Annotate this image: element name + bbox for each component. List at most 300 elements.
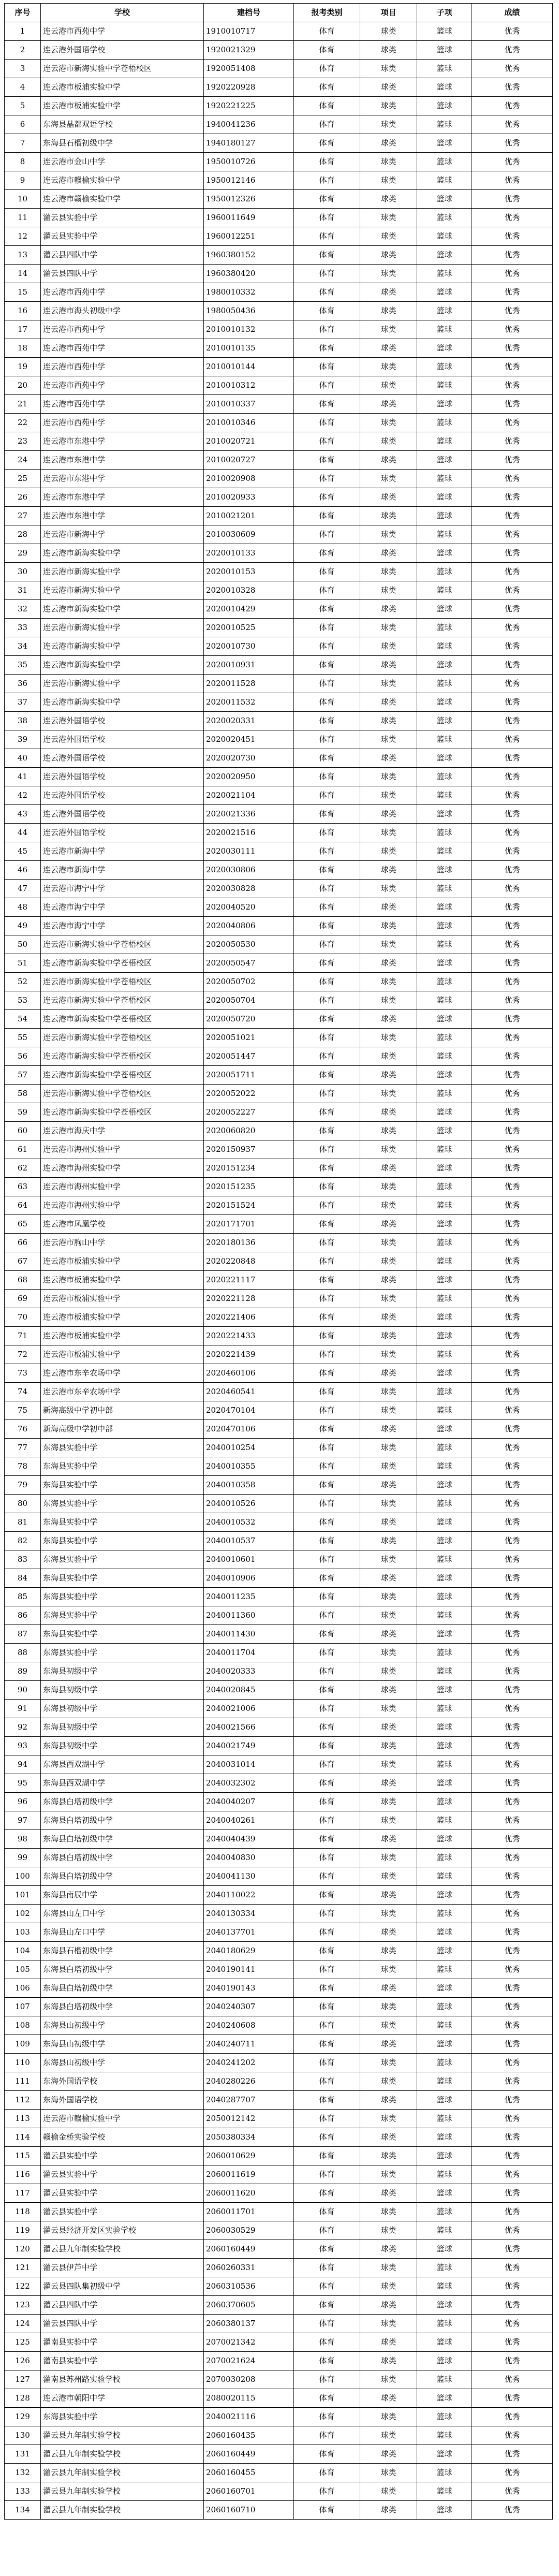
cell-subitem: 篮球 <box>417 2203 472 2221</box>
cell-result: 优秀 <box>472 1867 553 1886</box>
cell-category: 体育 <box>294 1513 360 1532</box>
cell-subitem: 篮球 <box>417 1234 472 1252</box>
cell-result: 优秀 <box>472 1308 553 1327</box>
cell-result: 优秀 <box>472 2445 553 2464</box>
cell-file-number: 1980050436 <box>204 302 294 320</box>
cell-result: 优秀 <box>472 1811 553 1830</box>
table-row <box>5 2277 553 2296</box>
cell-item: 球类 <box>360 786 417 805</box>
cell-file-number: 2040240711 <box>204 2035 294 2054</box>
cell-file-number: 2010030609 <box>204 525 294 544</box>
cell-result: 优秀 <box>472 171 553 190</box>
cell-result: 优秀 <box>472 1849 553 1867</box>
cell-item: 球类 <box>360 60 417 78</box>
cell-item: 球类 <box>360 2016 417 2035</box>
cell-item: 球类 <box>360 1383 417 1401</box>
cell-school: 连云港市新海实验中学 <box>41 581 204 600</box>
cell-item: 球类 <box>360 1867 417 1886</box>
cell-file-number: 2040240608 <box>204 2016 294 2035</box>
cell-subitem: 篮球 <box>417 2296 472 2315</box>
cell-result: 优秀 <box>472 768 553 786</box>
cell-school: 灌云县九年制实验学校 <box>41 2482 204 2501</box>
cell-result: 优秀 <box>472 1439 553 1457</box>
table-row <box>5 898 553 917</box>
cell-category: 体育 <box>294 656 360 675</box>
cell-item: 球类 <box>360 488 417 507</box>
cell-result: 优秀 <box>472 2315 553 2333</box>
cell-subitem: 篮球 <box>417 1178 472 1196</box>
cell-file-number: 2040011430 <box>204 1625 294 1644</box>
cell-index: 27 <box>5 507 41 525</box>
cell-subitem: 篮球 <box>417 134 472 153</box>
cell-result: 优秀 <box>472 78 553 97</box>
cell-item: 球类 <box>360 2315 417 2333</box>
cell-category: 体育 <box>294 115 360 134</box>
cell-school: 灌云县实验中学 <box>41 2165 204 2184</box>
cell-index: 45 <box>5 842 41 861</box>
table-row <box>5 768 553 786</box>
cell-school: 连云港市新海中学 <box>41 861 204 880</box>
cell-item: 球类 <box>360 1644 417 1662</box>
cell-subitem: 篮球 <box>417 432 472 451</box>
cell-index: 39 <box>5 730 41 749</box>
cell-file-number: 2020052227 <box>204 1103 294 1122</box>
table-row <box>5 2110 553 2128</box>
cell-result: 优秀 <box>472 581 553 600</box>
table-row <box>5 22 553 41</box>
cell-item: 球类 <box>360 973 417 991</box>
cell-index: 35 <box>5 656 41 675</box>
cell-school: 连云港市板浦实验中学 <box>41 1308 204 1327</box>
cell-item: 球类 <box>360 2464 417 2482</box>
cell-item: 球类 <box>360 2352 417 2370</box>
cell-index: 76 <box>5 1420 41 1439</box>
cell-category: 体育 <box>294 1122 360 1140</box>
cell-school: 连云港市海州实验中学 <box>41 1159 204 1178</box>
cell-subitem: 篮球 <box>417 824 472 842</box>
cell-item: 球类 <box>360 1718 417 1737</box>
cell-item: 球类 <box>360 2426 417 2445</box>
cell-index: 17 <box>5 320 41 339</box>
cell-category: 体育 <box>294 1103 360 1122</box>
cell-school: 连云港市海州实验中学 <box>41 1196 204 1215</box>
cell-file-number: 2020151524 <box>204 1196 294 1215</box>
cell-subitem: 篮球 <box>417 880 472 898</box>
table-row <box>5 1923 553 1942</box>
cell-school: 灌云县实验中学 <box>41 2184 204 2203</box>
cell-file-number: 2040021006 <box>204 1700 294 1718</box>
table-row <box>5 1625 553 1644</box>
cell-category: 体育 <box>294 2203 360 2221</box>
cell-school: 东海县实验中学 <box>41 1532 204 1550</box>
table-row <box>5 991 553 1010</box>
cell-category: 体育 <box>294 488 360 507</box>
cell-result: 优秀 <box>472 637 553 656</box>
cell-file-number: 2050012142 <box>204 2110 294 2128</box>
cell-category: 体育 <box>294 1811 360 1830</box>
cell-school: 连云港外国语学校 <box>41 749 204 768</box>
cell-result: 优秀 <box>472 1327 553 1345</box>
cell-item: 球类 <box>360 581 417 600</box>
cell-index: 94 <box>5 1755 41 1774</box>
cell-result: 优秀 <box>472 1886 553 1905</box>
cell-school: 连云港市新海实验中学苍梧校区 <box>41 954 204 973</box>
table-row <box>5 2072 553 2091</box>
cell-category: 体育 <box>294 1196 360 1215</box>
cell-school: 连云港市赣榆实验中学 <box>41 2110 204 2128</box>
cell-category: 体育 <box>294 1886 360 1905</box>
table-row <box>5 1439 553 1457</box>
cell-file-number: 2020011532 <box>204 693 294 712</box>
cell-index: 90 <box>5 1681 41 1700</box>
cell-category: 体育 <box>294 1252 360 1271</box>
cell-category: 体育 <box>294 954 360 973</box>
table-row <box>5 973 553 991</box>
table-row <box>5 209 553 227</box>
cell-result: 优秀 <box>472 2035 553 2054</box>
cell-file-number: 2020460106 <box>204 1364 294 1383</box>
cell-school: 东海县实验中学 <box>41 1476 204 1495</box>
cell-result: 优秀 <box>472 2352 553 2370</box>
cell-category: 体育 <box>294 1905 360 1923</box>
cell-result: 优秀 <box>472 1830 553 1849</box>
cell-file-number: 2010010337 <box>204 395 294 414</box>
cell-result: 优秀 <box>472 1290 553 1308</box>
cell-item: 球类 <box>360 693 417 712</box>
cell-school: 东海县白塔初级中学 <box>41 1998 204 2016</box>
cell-result: 优秀 <box>472 209 553 227</box>
cell-school: 灌云县四队中学 <box>41 2315 204 2333</box>
cell-result: 优秀 <box>472 1606 553 1625</box>
cell-index: 38 <box>5 712 41 730</box>
cell-file-number: 2020051021 <box>204 1029 294 1047</box>
cell-index: 1 <box>5 22 41 41</box>
cell-category: 体育 <box>294 265 360 283</box>
cell-file-number: 2020171701 <box>204 1215 294 1234</box>
cell-subitem: 篮球 <box>417 2408 472 2426</box>
cell-school: 连云港市新海实验中学 <box>41 563 204 581</box>
cell-school: 连云港市新海实验中学苍梧校区 <box>41 935 204 954</box>
cell-school: 东海县西双湖中学 <box>41 1755 204 1774</box>
cell-subitem: 篮球 <box>417 1755 472 1774</box>
cell-result: 优秀 <box>472 1905 553 1923</box>
table-row <box>5 1327 553 1345</box>
cell-result: 优秀 <box>472 2464 553 2482</box>
cell-index: 55 <box>5 1029 41 1047</box>
results-table <box>4 3 553 2520</box>
cell-index: 19 <box>5 358 41 376</box>
table-row <box>5 1420 553 1439</box>
cell-subitem: 篮球 <box>417 1047 472 1066</box>
cell-item: 球类 <box>360 1159 417 1178</box>
table-header-row <box>5 4 553 22</box>
cell-file-number: 2040010906 <box>204 1569 294 1588</box>
cell-school: 连云港市新海实验中学苍梧校区 <box>41 1010 204 1029</box>
cell-school: 连云港市西苑中学 <box>41 358 204 376</box>
cell-category: 体育 <box>294 2240 360 2259</box>
cell-file-number: 2020221406 <box>204 1308 294 1327</box>
cell-result: 优秀 <box>472 2333 553 2352</box>
cell-category: 体育 <box>294 1290 360 1308</box>
cell-index: 119 <box>5 2221 41 2240</box>
cell-item: 球类 <box>360 1327 417 1345</box>
cell-file-number: 1920220928 <box>204 78 294 97</box>
cell-category: 体育 <box>294 544 360 563</box>
cell-file-number: 2060160710 <box>204 2501 294 2520</box>
cell-result: 优秀 <box>472 1029 553 1047</box>
cell-file-number: 2020221128 <box>204 1290 294 1308</box>
cell-file-number: 2040241202 <box>204 2054 294 2072</box>
table-row <box>5 805 553 824</box>
cell-category: 体育 <box>294 1625 360 1644</box>
cell-subitem: 篮球 <box>417 2221 472 2240</box>
table-row <box>5 1849 553 1867</box>
cell-category: 体育 <box>294 470 360 488</box>
cell-subitem: 篮球 <box>417 1625 472 1644</box>
cell-school: 连云港市新海中学 <box>41 525 204 544</box>
cell-file-number: 2010010144 <box>204 358 294 376</box>
cell-index: 7 <box>5 134 41 153</box>
table-row <box>5 2333 553 2352</box>
cell-subitem: 篮球 <box>417 973 472 991</box>
cell-item: 球类 <box>360 1308 417 1327</box>
cell-item: 球类 <box>360 768 417 786</box>
cell-school: 东海县山初级中学 <box>41 2054 204 2072</box>
cell-index: 26 <box>5 488 41 507</box>
cell-item: 球类 <box>360 1737 417 1755</box>
cell-item: 球类 <box>360 1793 417 1811</box>
cell-category: 体育 <box>294 712 360 730</box>
cell-index: 81 <box>5 1513 41 1532</box>
cell-subitem: 篮球 <box>417 730 472 749</box>
cell-file-number: 2040040207 <box>204 1793 294 1811</box>
cell-index: 78 <box>5 1457 41 1476</box>
cell-school: 灌云县实验中学 <box>41 209 204 227</box>
cell-file-number: 2060160455 <box>204 2464 294 2482</box>
cell-subitem: 篮球 <box>417 619 472 637</box>
cell-result: 优秀 <box>472 563 553 581</box>
cell-item: 球类 <box>360 78 417 97</box>
cell-item: 球类 <box>360 1681 417 1700</box>
cell-school: 灌云县经济开发区实验学校 <box>41 2221 204 2240</box>
cell-result: 优秀 <box>472 1178 553 1196</box>
cell-item: 球类 <box>360 861 417 880</box>
cell-result: 优秀 <box>472 1476 553 1495</box>
cell-subitem: 篮球 <box>417 2352 472 2370</box>
cell-item: 球类 <box>360 1420 417 1439</box>
cell-item: 球类 <box>360 675 417 693</box>
table-row <box>5 1345 553 1364</box>
cell-index: 14 <box>5 265 41 283</box>
cell-subitem: 篮球 <box>417 1122 472 1140</box>
cell-item: 球类 <box>360 1271 417 1290</box>
cell-index: 99 <box>5 1849 41 1867</box>
table-row <box>5 1867 553 1886</box>
cell-category: 体育 <box>294 41 360 60</box>
cell-category: 体育 <box>294 2352 360 2370</box>
cell-item: 球类 <box>360 283 417 302</box>
table-row <box>5 1271 553 1290</box>
cell-result: 优秀 <box>472 488 553 507</box>
cell-index: 125 <box>5 2333 41 2352</box>
cell-index: 120 <box>5 2240 41 2259</box>
cell-index: 88 <box>5 1644 41 1662</box>
cell-subitem: 篮球 <box>417 525 472 544</box>
cell-index: 79 <box>5 1476 41 1495</box>
cell-category: 体育 <box>294 2333 360 2352</box>
cell-file-number: 2060011620 <box>204 2184 294 2203</box>
cell-subitem: 篮球 <box>417 1830 472 1849</box>
cell-index: 37 <box>5 693 41 712</box>
cell-result: 优秀 <box>472 1774 553 1793</box>
cell-index: 106 <box>5 1979 41 1998</box>
cell-item: 球类 <box>360 1215 417 1234</box>
cell-result: 优秀 <box>472 1196 553 1215</box>
table-row <box>5 2389 553 2408</box>
cell-result: 优秀 <box>472 2016 553 2035</box>
cell-school: 东海县初级中学 <box>41 1737 204 1755</box>
cell-file-number: 2040010532 <box>204 1513 294 1532</box>
cell-index: 9 <box>5 171 41 190</box>
table-row <box>5 1010 553 1029</box>
cell-file-number: 2020020331 <box>204 712 294 730</box>
cell-category: 体育 <box>294 1047 360 1066</box>
cell-file-number: 2040032302 <box>204 1774 294 1793</box>
cell-category: 体育 <box>294 2016 360 2035</box>
cell-item: 球类 <box>360 1495 417 1513</box>
cell-subitem: 篮球 <box>417 1215 472 1234</box>
cell-result: 优秀 <box>472 1998 553 2016</box>
cell-category: 体育 <box>294 2147 360 2165</box>
cell-item: 球类 <box>360 1122 417 1140</box>
cell-index: 56 <box>5 1047 41 1066</box>
cell-item: 球类 <box>360 2240 417 2259</box>
cell-item: 球类 <box>360 507 417 525</box>
cell-file-number: 1960380420 <box>204 265 294 283</box>
cell-index: 34 <box>5 637 41 656</box>
cell-item: 球类 <box>360 2054 417 2072</box>
cell-item: 球类 <box>360 656 417 675</box>
cell-category: 体育 <box>294 1793 360 1811</box>
cell-index: 114 <box>5 2128 41 2147</box>
cell-category: 体育 <box>294 2259 360 2277</box>
cell-file-number: 1960380152 <box>204 246 294 265</box>
cell-category: 体育 <box>294 2501 360 2520</box>
table-row <box>5 1159 553 1178</box>
cell-category: 体育 <box>294 2054 360 2072</box>
table-row <box>5 1383 553 1401</box>
cell-result: 优秀 <box>472 395 553 414</box>
cell-subitem: 篮球 <box>417 2315 472 2333</box>
cell-item: 球类 <box>360 41 417 60</box>
cell-result: 优秀 <box>472 227 553 246</box>
cell-index: 66 <box>5 1234 41 1252</box>
cell-item: 球类 <box>360 2408 417 2426</box>
cell-file-number: 2020150937 <box>204 1140 294 1159</box>
cell-category: 体育 <box>294 973 360 991</box>
cell-subitem: 篮球 <box>417 2277 472 2296</box>
table-row <box>5 1737 553 1755</box>
cell-subitem: 篮球 <box>417 1457 472 1476</box>
cell-file-number: 2040130334 <box>204 1905 294 1923</box>
cell-item: 球类 <box>360 935 417 954</box>
cell-subitem: 篮球 <box>417 115 472 134</box>
cell-index: 4 <box>5 78 41 97</box>
table-row <box>5 2240 553 2259</box>
cell-subitem: 篮球 <box>417 2072 472 2091</box>
cell-subitem: 篮球 <box>417 1942 472 1960</box>
cell-file-number: 2060030529 <box>204 2221 294 2240</box>
cell-index: 112 <box>5 2091 41 2110</box>
table-row <box>5 1140 553 1159</box>
cell-subitem: 篮球 <box>417 1849 472 1867</box>
cell-subitem: 篮球 <box>417 22 472 41</box>
table-row <box>5 414 553 432</box>
table-row <box>5 1457 553 1476</box>
cell-category: 体育 <box>294 1327 360 1345</box>
cell-index: 92 <box>5 1718 41 1737</box>
cell-item: 球类 <box>360 2203 417 2221</box>
cell-file-number: 2020050530 <box>204 935 294 954</box>
cell-file-number: 2040190141 <box>204 1960 294 1979</box>
cell-index: 129 <box>5 2408 41 2426</box>
cell-index: 28 <box>5 525 41 544</box>
cell-file-number: 2020151235 <box>204 1178 294 1196</box>
cell-file-number: 2040010358 <box>204 1476 294 1495</box>
table-row <box>5 265 553 283</box>
cell-category: 体育 <box>294 730 360 749</box>
cell-category: 体育 <box>294 376 360 395</box>
cell-school: 东海县实验中学 <box>41 1606 204 1625</box>
table-row <box>5 1793 553 1811</box>
cell-category: 体育 <box>294 2221 360 2240</box>
cell-subitem: 篮球 <box>417 78 472 97</box>
cell-index: 20 <box>5 376 41 395</box>
cell-category: 体育 <box>294 2296 360 2315</box>
cell-result: 优秀 <box>472 115 553 134</box>
cell-item: 球类 <box>360 2091 417 2110</box>
cell-item: 球类 <box>360 2221 417 2240</box>
cell-school: 东海县实验中学 <box>41 1513 204 1532</box>
cell-item: 球类 <box>360 2147 417 2165</box>
cell-school: 灌云县九年制实验学校 <box>41 2501 204 2520</box>
cell-result: 优秀 <box>472 2389 553 2408</box>
table-row <box>5 2352 553 2370</box>
table-row <box>5 581 553 600</box>
cell-file-number: 2040011235 <box>204 1588 294 1606</box>
cell-school: 灌云县伊芦中学 <box>41 2259 204 2277</box>
cell-school: 连云港市东港中学 <box>41 507 204 525</box>
cell-result: 优秀 <box>472 507 553 525</box>
cell-file-number: 2040020845 <box>204 1681 294 1700</box>
cell-result: 优秀 <box>472 2054 553 2072</box>
cell-subitem: 篮球 <box>417 41 472 60</box>
cell-index: 15 <box>5 283 41 302</box>
cell-category: 体育 <box>294 525 360 544</box>
table-row <box>5 2165 553 2184</box>
cell-subitem: 篮球 <box>417 227 472 246</box>
cell-school: 新海高级中学初中部 <box>41 1401 204 1420</box>
cell-item: 球类 <box>360 171 417 190</box>
cell-category: 体育 <box>294 1606 360 1625</box>
cell-index: 130 <box>5 2426 41 2445</box>
cell-subitem: 篮球 <box>417 637 472 656</box>
table-row <box>5 1886 553 1905</box>
cell-file-number: 2020010429 <box>204 600 294 619</box>
cell-item: 球类 <box>360 1401 417 1420</box>
cell-category: 体育 <box>294 2426 360 2445</box>
cell-item: 球类 <box>360 1830 417 1849</box>
